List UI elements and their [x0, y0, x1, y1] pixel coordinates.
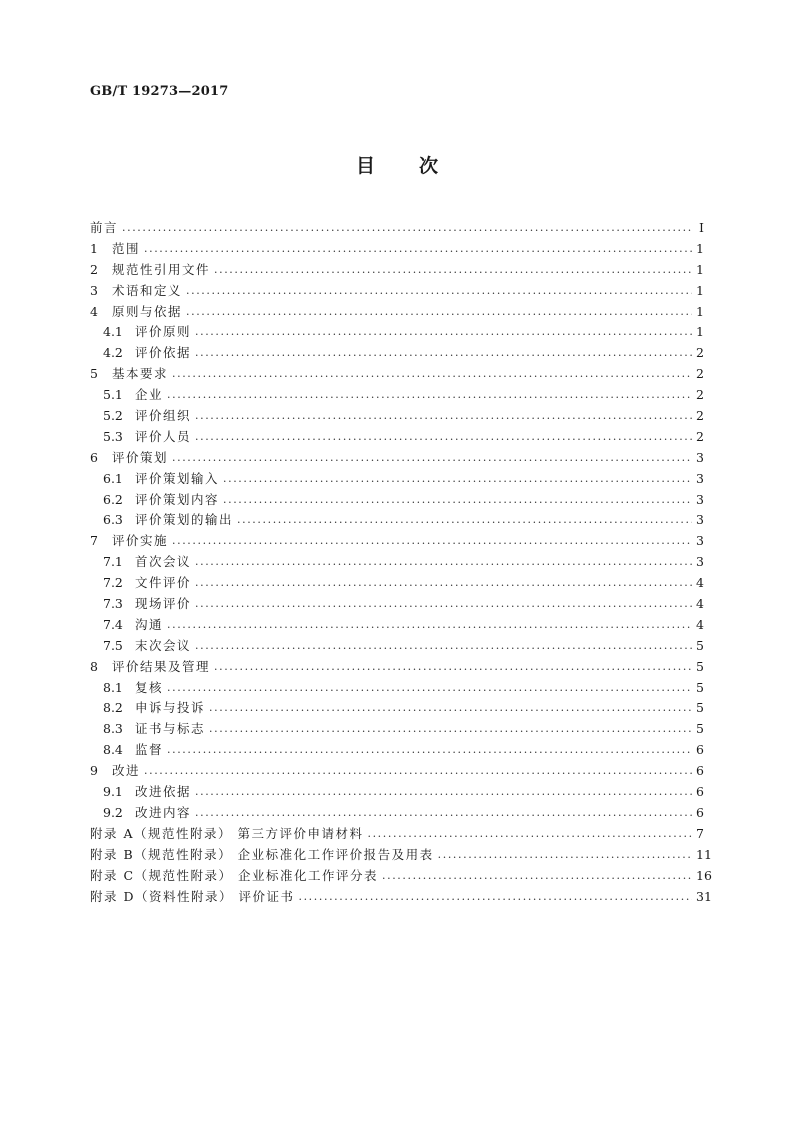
toc-entry-label: 范围 — [112, 240, 141, 256]
toc-entry-page: 6 — [696, 742, 704, 758]
toc-entry-page: 6 — [696, 763, 704, 779]
toc-entry-number: 8.1 — [103, 679, 123, 695]
toc-entry-label: 沟通 — [135, 616, 164, 632]
toc-entry-page: 2 — [696, 408, 704, 424]
toc-entry[interactable] — [90, 615, 704, 636]
dot-leader — [195, 640, 692, 653]
toc-entry[interactable] — [90, 845, 712, 866]
toc-entry[interactable] — [90, 302, 704, 323]
dot-leader — [167, 389, 692, 402]
standard-code: GB/T 19273—2017 — [90, 84, 229, 99]
toc-entry-page: 3 — [696, 470, 704, 486]
dot-leader — [172, 535, 692, 548]
dot-leader — [195, 326, 692, 339]
toc-entry-number: 8.2 — [103, 700, 123, 716]
toc-entry-label: 附录 A（规范性附录） 第三方评价申请材料 — [90, 825, 364, 841]
dot-leader — [209, 723, 692, 736]
dot-leader — [195, 786, 692, 799]
toc-entry-label: 评价结果及管理 — [112, 658, 211, 674]
toc-entry-page: 16 — [696, 867, 712, 883]
toc-entry[interactable] — [90, 657, 704, 678]
toc-entry[interactable] — [90, 490, 704, 511]
toc-entry[interactable] — [90, 866, 712, 887]
toc-entry-label: 评价人员 — [135, 428, 192, 444]
toc-entry-page: 2 — [696, 387, 704, 403]
toc-entry-label: 企业 — [135, 387, 164, 403]
toc-entry-page: 3 — [696, 533, 704, 549]
toc-entry-page: 7 — [696, 825, 704, 841]
toc-entry-label: 文件评价 — [135, 575, 192, 591]
toc-entry-label: 规范性引用文件 — [112, 261, 211, 277]
toc-entry-label: 评价策划输入 — [135, 470, 220, 486]
toc-entry-number: 5.2 — [103, 408, 123, 424]
toc-entry-number: 7.2 — [103, 575, 123, 591]
toc-entry-page: 5 — [696, 721, 704, 737]
toc-entry[interactable] — [90, 364, 704, 385]
toc-entry-page: 1 — [696, 261, 704, 277]
toc-entry-page: 1 — [696, 303, 704, 319]
toc-entry-number: 6.1 — [103, 470, 123, 486]
dot-leader — [382, 870, 692, 883]
toc-entry[interactable] — [90, 239, 704, 260]
toc-entry-label: 附录 B（规范性附录） 企业标准化工作评价报告及用表 — [90, 846, 434, 862]
toc-entry-number: 2 — [90, 261, 98, 277]
toc-entry-number: 7.4 — [103, 616, 123, 632]
toc-entry-label: 评价依据 — [135, 345, 192, 361]
dot-leader — [195, 598, 692, 611]
dot-leader — [367, 828, 692, 841]
toc-entry[interactable] — [90, 573, 704, 594]
toc-entry[interactable] — [90, 448, 704, 469]
dot-leader — [144, 243, 692, 256]
toc-entry-number: 6.2 — [103, 491, 123, 507]
toc-entry-label: 监督 — [135, 742, 164, 758]
toc-entry[interactable] — [90, 782, 704, 803]
toc-entry[interactable] — [90, 218, 704, 239]
toc-entry-number: 4.2 — [103, 345, 123, 361]
toc-entry-page: 3 — [696, 554, 704, 570]
toc-entry[interactable] — [90, 761, 704, 782]
toc-entry-page: 3 — [696, 491, 704, 507]
dot-leader — [167, 744, 692, 757]
toc-entry-label: 术语和定义 — [112, 282, 183, 298]
toc-entry[interactable] — [90, 343, 704, 364]
toc-entry-number: 7.3 — [103, 596, 123, 612]
toc-entry-number: 3 — [90, 282, 98, 298]
toc-entry[interactable] — [90, 636, 704, 657]
toc-entry-label: 基本要求 — [112, 366, 169, 382]
dot-leader — [186, 285, 692, 298]
toc-entry-number: 9 — [90, 763, 98, 779]
toc-entry-number: 4.1 — [103, 324, 123, 340]
toc-entry[interactable] — [90, 719, 704, 740]
toc-entry[interactable] — [90, 740, 704, 761]
dot-leader — [172, 452, 692, 465]
toc-entry-label: 改进依据 — [135, 784, 192, 800]
dot-leader — [223, 473, 692, 486]
toc-entry-number: 8.3 — [103, 721, 123, 737]
toc-entry[interactable] — [90, 678, 704, 699]
toc-entry-page: 11 — [696, 846, 712, 862]
toc-entry[interactable] — [90, 281, 704, 302]
dot-leader — [223, 494, 692, 507]
dot-leader — [172, 368, 692, 381]
toc-entry-page: 6 — [696, 784, 704, 800]
dot-leader — [237, 514, 692, 527]
toc-entry-label: 改进 — [112, 763, 141, 779]
toc-entry-number: 5 — [90, 366, 98, 382]
toc-entry-label: 首次会议 — [135, 554, 192, 570]
toc-entry-label: 评价策划的输出 — [135, 512, 234, 528]
toc-entry-label: 附录 D（资料性附录） 评价证书 — [90, 888, 295, 904]
toc-entry-page: 6 — [696, 804, 704, 820]
toc-entry-number: 8 — [90, 658, 98, 674]
toc-entry-label: 附录 C（规范性附录） 企业标准化工作评分表 — [90, 867, 379, 883]
toc-entry[interactable] — [90, 322, 704, 343]
dot-leader — [195, 347, 692, 360]
toc-entry-page: 5 — [696, 637, 704, 653]
toc-entry-page: 4 — [696, 575, 704, 591]
toc-entry-label: 评价策划 — [112, 449, 169, 465]
toc-entry-number: 1 — [90, 240, 98, 256]
toc-entry[interactable] — [90, 469, 704, 490]
dot-leader — [438, 849, 692, 862]
dot-leader — [167, 619, 692, 632]
toc-entry-number: 4 — [90, 303, 98, 319]
toc-entry-label: 末次会议 — [135, 637, 192, 653]
toc-entry-page: 4 — [696, 596, 704, 612]
toc-entry-label: 评价原则 — [135, 324, 192, 340]
dot-leader — [195, 431, 692, 444]
toc-entry-number: 9.2 — [103, 804, 123, 820]
toc-entry-page: 5 — [696, 658, 704, 674]
page-title: 目次 — [355, 155, 482, 177]
toc-entry-number: 7.1 — [103, 554, 123, 570]
toc-entry-label: 原则与依据 — [112, 303, 183, 319]
toc-entry[interactable] — [90, 552, 704, 573]
dot-leader — [167, 682, 692, 695]
dot-leader — [209, 702, 692, 715]
toc-entry-number: 9.1 — [103, 784, 123, 800]
dot-leader — [122, 222, 692, 235]
toc-entry[interactable] — [90, 260, 704, 281]
toc-entry-label: 现场评价 — [135, 596, 192, 612]
toc-entry-page: 2 — [696, 428, 704, 444]
toc-entry-label: 复核 — [135, 679, 164, 695]
dot-leader — [195, 577, 692, 590]
table-of-contents — [90, 218, 712, 907]
toc-entry-label: 前言 — [90, 220, 119, 235]
toc-entry-page: 2 — [696, 345, 704, 361]
toc-entry-label: 评价策划内容 — [135, 491, 220, 507]
toc-entry-page: 1 — [696, 282, 704, 298]
toc-entry-label: 评价实施 — [112, 533, 169, 549]
toc-entry-page: 1 — [696, 240, 704, 256]
toc-entry-label: 评价组织 — [135, 408, 192, 424]
dot-leader — [195, 556, 692, 569]
dot-leader — [195, 807, 692, 820]
toc-entry-number: 6 — [90, 449, 98, 465]
dot-leader — [214, 661, 692, 674]
toc-entry-number: 8.4 — [103, 742, 123, 758]
dot-leader — [144, 765, 692, 778]
toc-entry-page: 2 — [696, 366, 704, 382]
toc-entry-page: 3 — [696, 512, 704, 528]
toc-entry-page: Ⅰ — [699, 220, 704, 235]
toc-entry[interactable] — [90, 887, 712, 908]
toc-entry-page: 5 — [696, 679, 704, 695]
toc-entry-page: 31 — [696, 888, 712, 904]
toc-entry[interactable] — [90, 824, 704, 845]
toc-entry-number: 7.5 — [103, 637, 123, 653]
toc-entry-label: 改进内容 — [135, 804, 192, 820]
toc-entry[interactable] — [90, 594, 704, 615]
dot-leader — [186, 306, 692, 319]
dot-leader — [214, 264, 692, 277]
toc-entry[interactable] — [90, 803, 704, 824]
toc-entry-label: 证书与标志 — [135, 721, 206, 737]
toc-entry-number: 7 — [90, 533, 98, 549]
toc-entry[interactable] — [90, 531, 704, 552]
toc-entry-number: 6.3 — [103, 512, 123, 528]
toc-entry-number: 5.3 — [103, 428, 123, 444]
toc-entry[interactable] — [90, 510, 704, 531]
dot-leader — [298, 891, 692, 904]
toc-entry[interactable] — [90, 698, 704, 719]
toc-entry-page: 3 — [696, 449, 704, 465]
toc-entry-number: 5.1 — [103, 387, 123, 403]
toc-entry[interactable] — [90, 385, 704, 406]
toc-entry[interactable] — [90, 406, 704, 427]
dot-leader — [195, 410, 692, 423]
toc-entry-page: 5 — [696, 700, 704, 716]
toc-entry[interactable] — [90, 427, 704, 448]
toc-entry-label: 申诉与投诉 — [135, 700, 206, 716]
toc-entry-page: 4 — [696, 616, 704, 632]
toc-entry-page: 1 — [696, 324, 704, 340]
